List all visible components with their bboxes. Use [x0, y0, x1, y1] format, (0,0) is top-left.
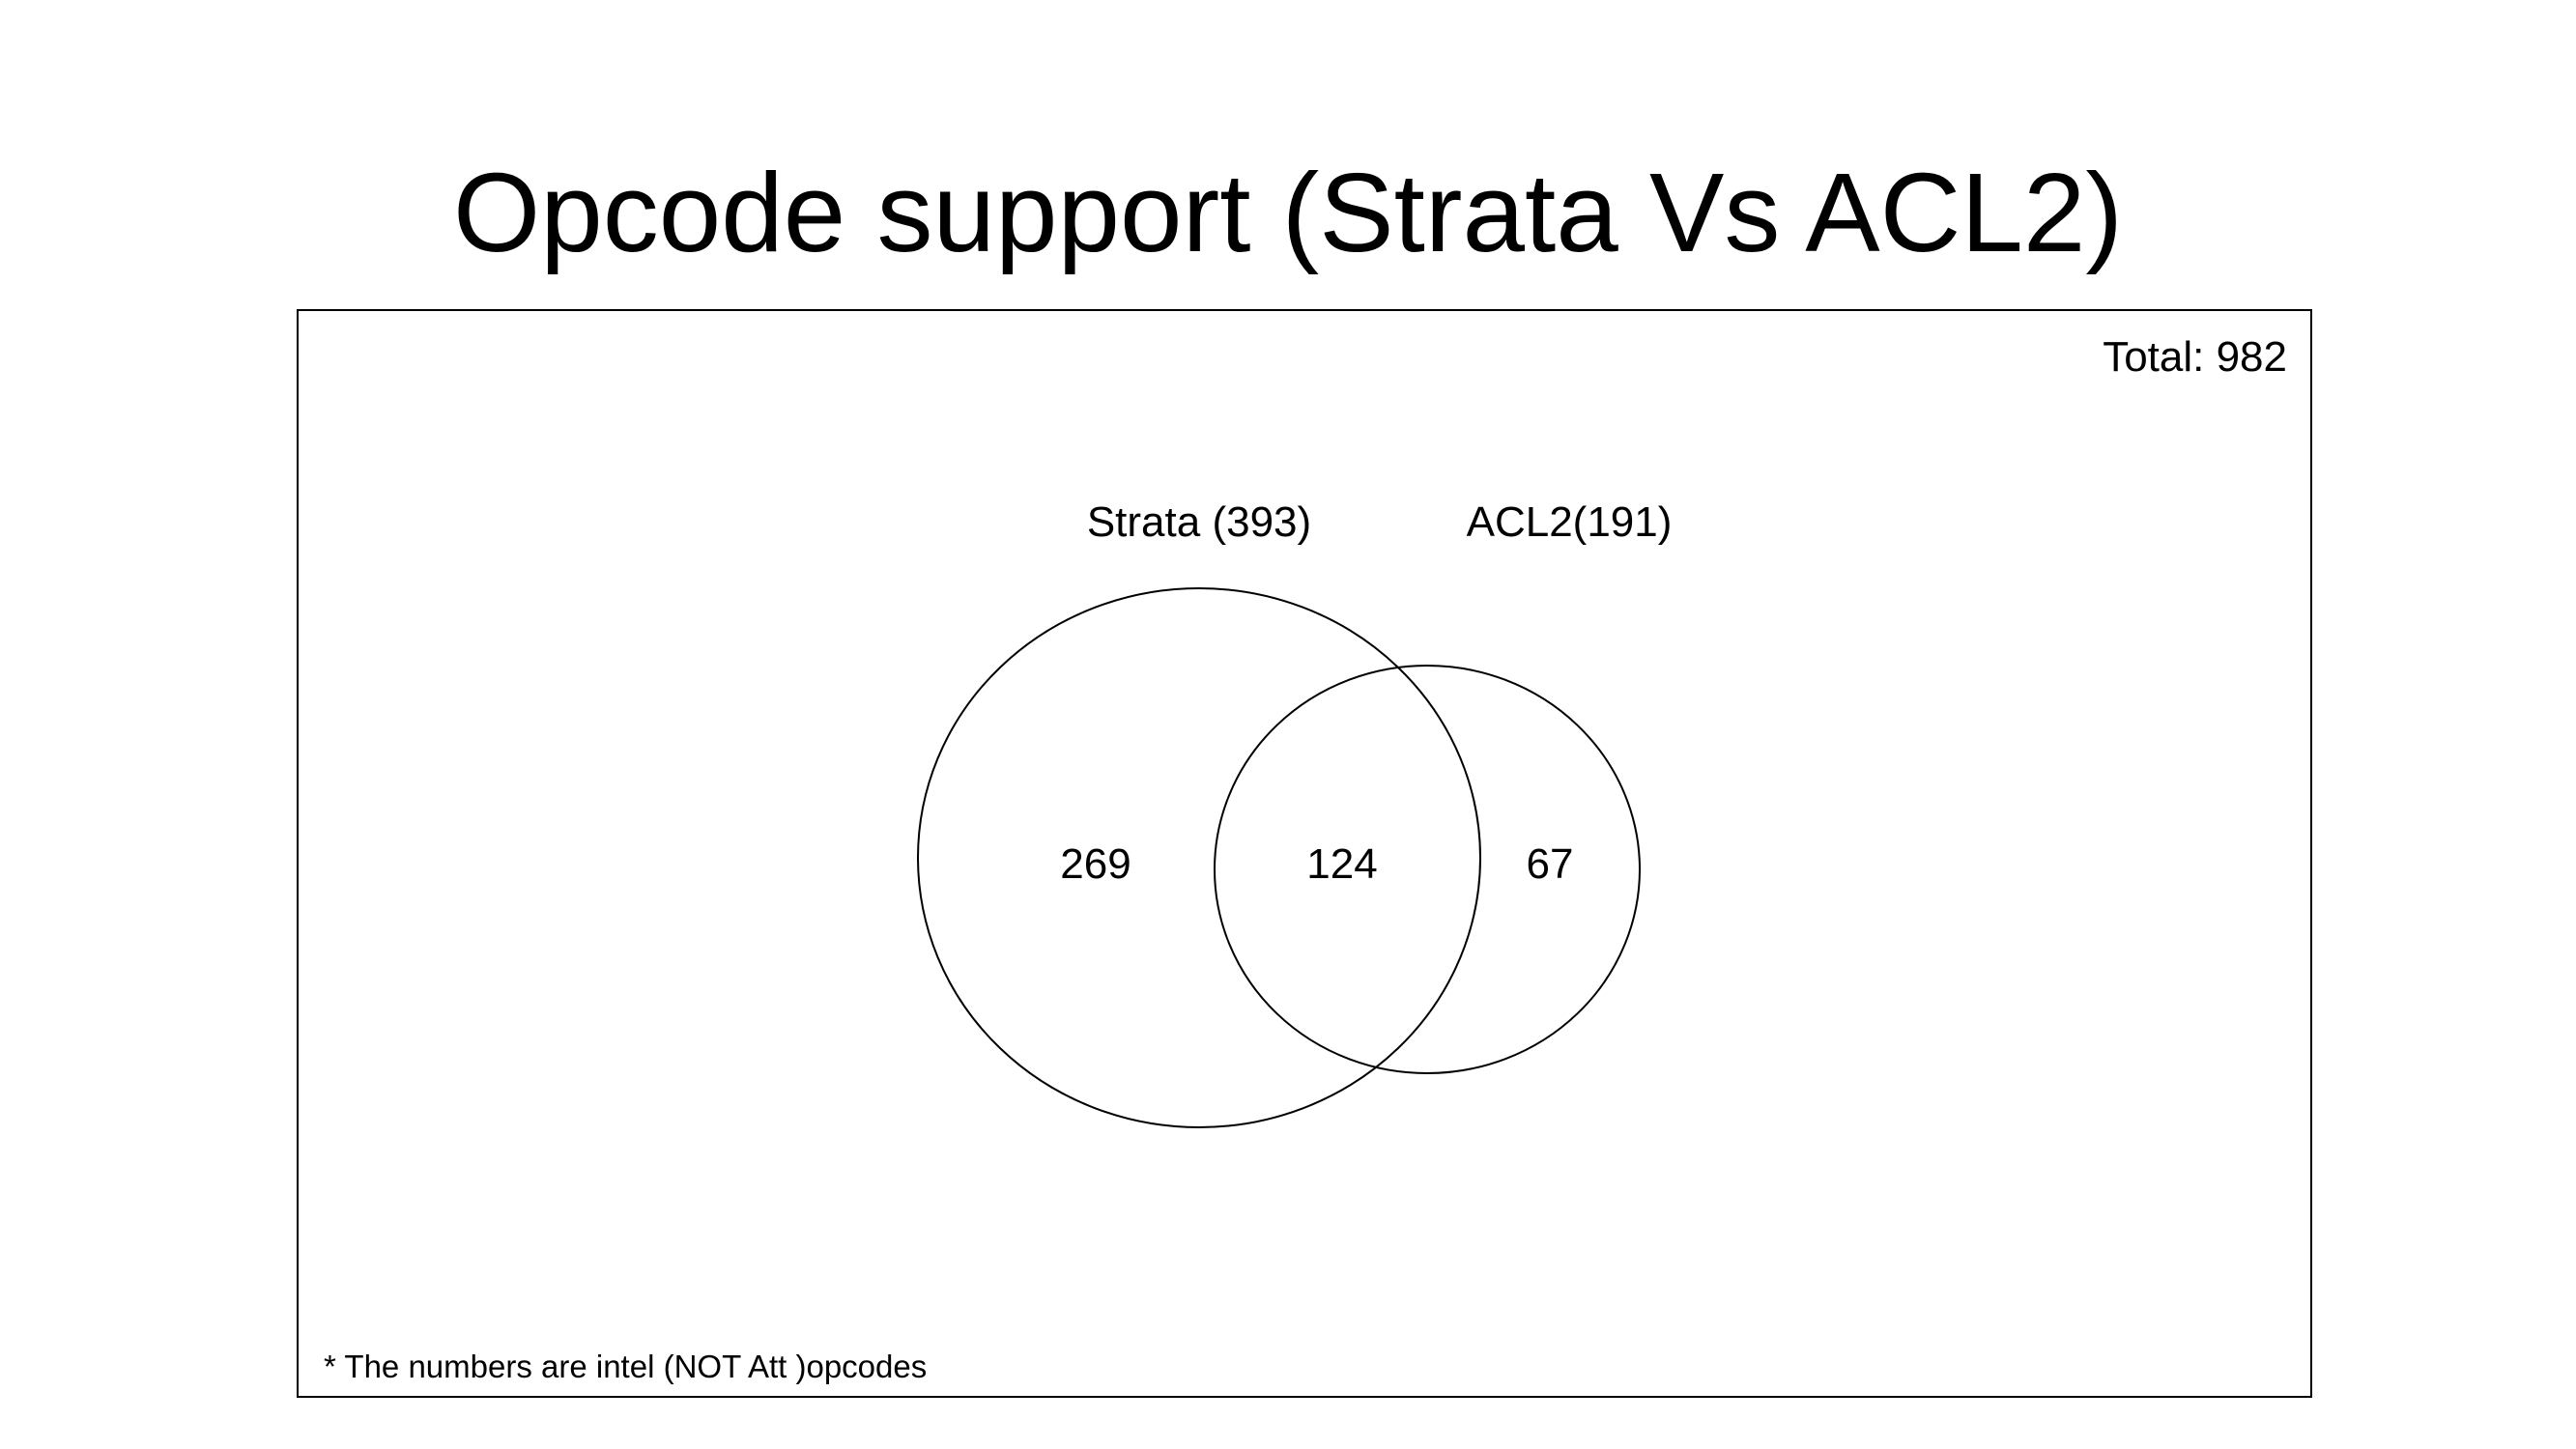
strata-only-count: 269: [1060, 840, 1131, 888]
diagram-frame: [297, 309, 2312, 1398]
acl2-set-label: ACL2(191): [1466, 498, 1673, 546]
acl2-only-count: 67: [1526, 840, 1574, 888]
slide-title: Opcode support (Strata Vs ACL2): [453, 150, 2123, 275]
acl2-circle: [1215, 666, 1640, 1073]
footnote: * The numbers are intel (NOT Att )opcodes: [324, 1349, 928, 1384]
strata-circle: [918, 588, 1480, 1127]
total-label: Total: 982: [2103, 333, 2287, 381]
venn-diagram: [299, 311, 2310, 1396]
intersection-count: 124: [1306, 840, 1378, 888]
strata-set-label: Strata (393): [1086, 498, 1312, 546]
